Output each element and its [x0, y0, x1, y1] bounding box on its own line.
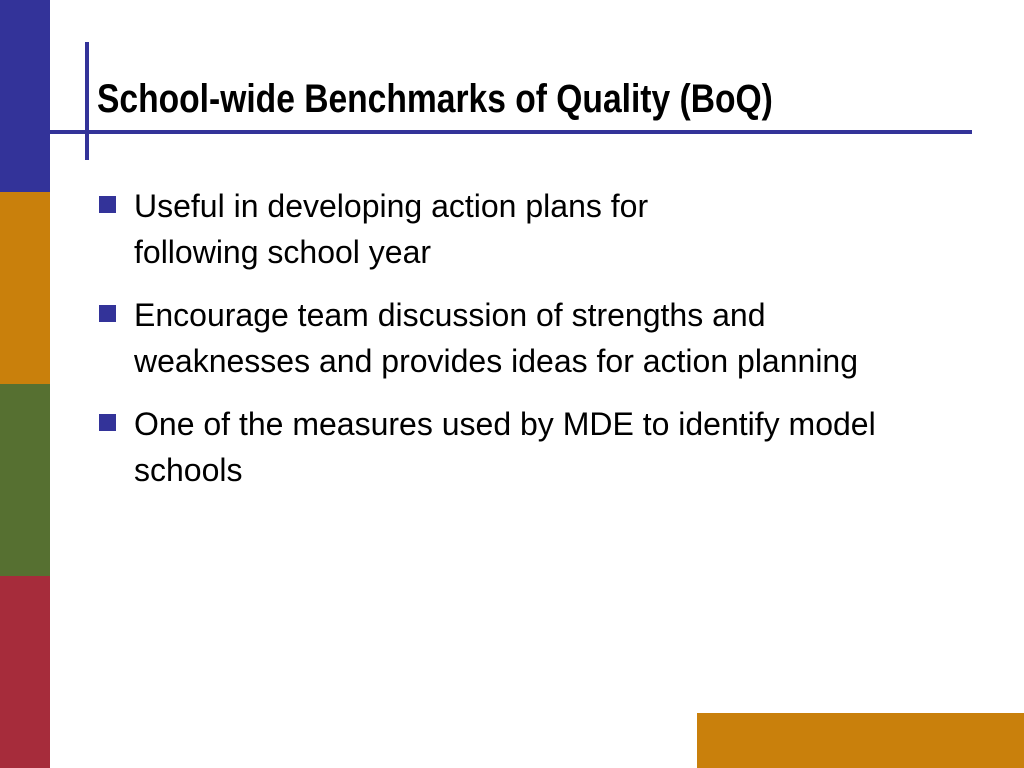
bullet-item [99, 292, 959, 384]
title-vertical-rule [85, 42, 89, 160]
bullet-text: One of the measures used by MDE to identify model schools [134, 406, 876, 488]
slide-title: School-wide Benchmarks of Quality (BoQ) [97, 77, 773, 121]
left-stripe-red [0, 576, 50, 768]
corner-accent-block [697, 713, 1024, 768]
left-stripe-orange [0, 192, 50, 384]
left-stripe-green [0, 384, 50, 576]
bullet-item [99, 401, 959, 493]
bullet-item [99, 183, 959, 275]
title-horizontal-rule [50, 130, 972, 134]
square-bullet-icon [99, 196, 116, 213]
square-bullet-icon [99, 414, 116, 431]
bullet-text: Useful in developing action plans for following school year [134, 188, 649, 270]
bullet-list [99, 183, 959, 510]
bullet-text: Encourage team discussion of strengths and weaknesses and provides ideas for action planning [134, 297, 859, 379]
left-stripe-blue [0, 0, 50, 192]
square-bullet-icon [99, 305, 116, 322]
